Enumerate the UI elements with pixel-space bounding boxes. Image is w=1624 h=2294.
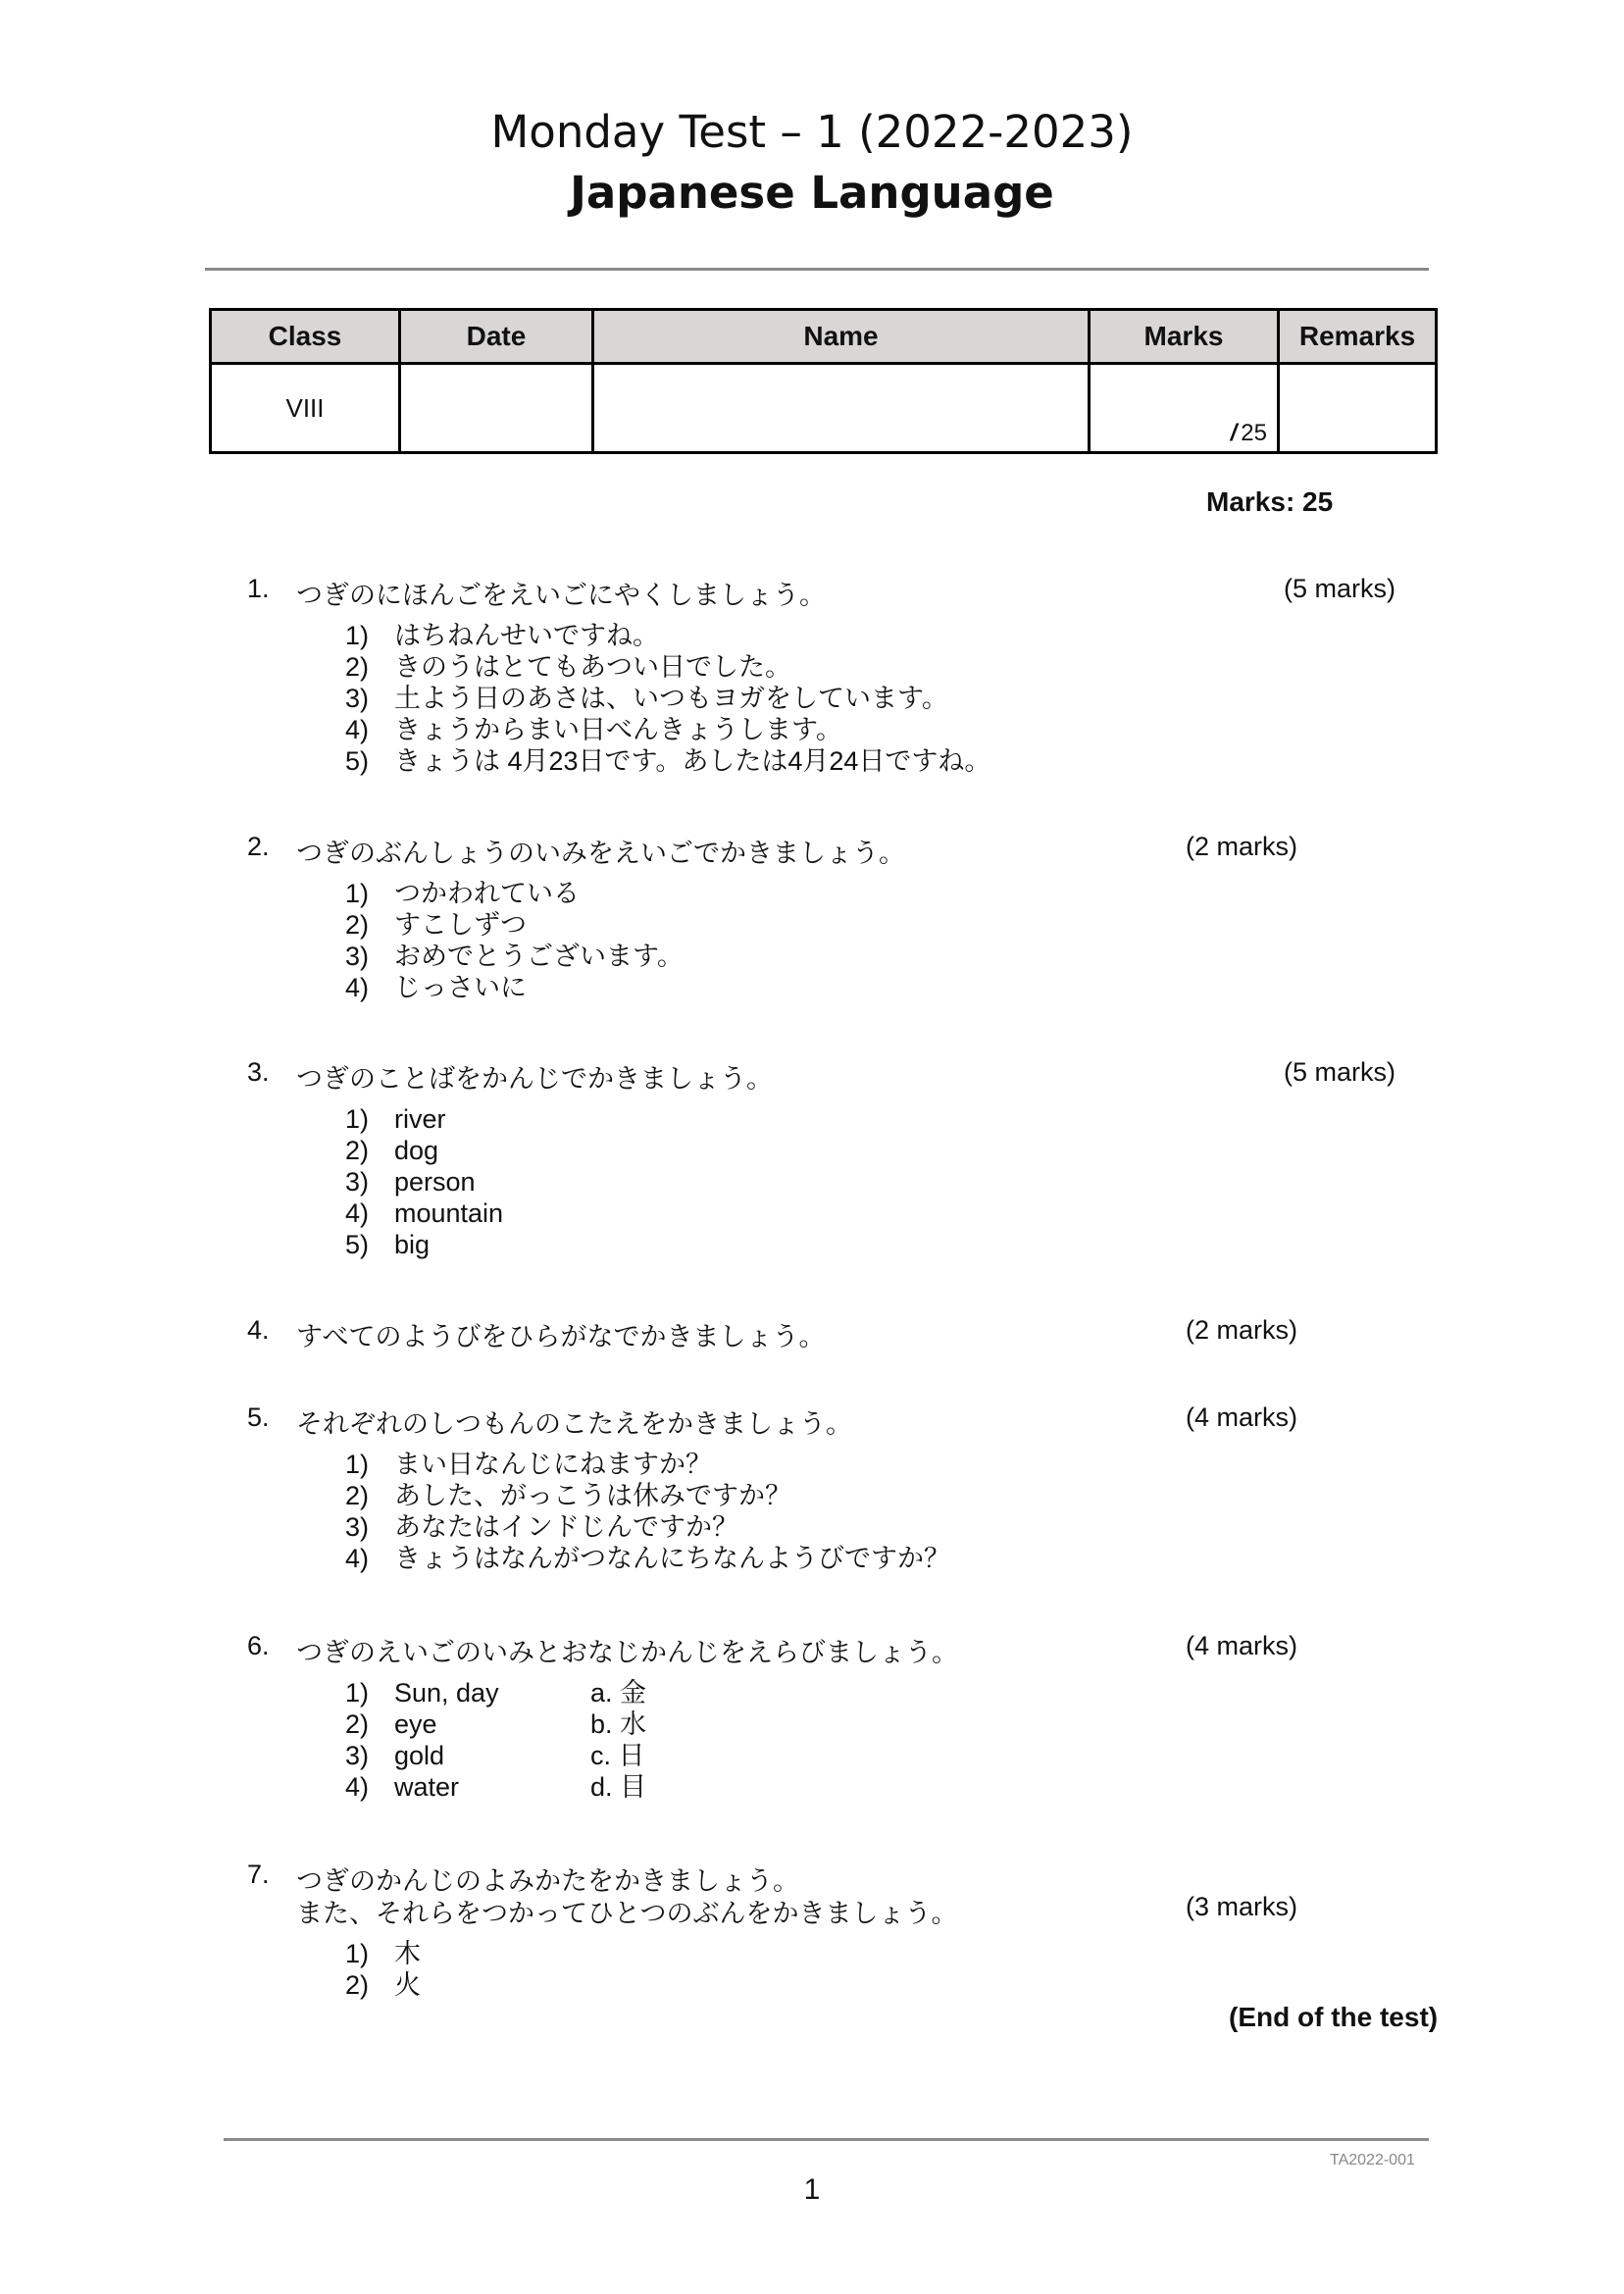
marks-out-of: / 25	[1230, 420, 1267, 446]
item-text: じっさいに	[394, 973, 527, 1002]
list-item	[345, 1198, 503, 1229]
marks-cell[interactable]	[1090, 364, 1279, 453]
item-text: つかわれている	[394, 879, 580, 908]
question-text: それぞれのしつもんのこたえをかきましょう。	[296, 1409, 852, 1439]
list-item	[345, 714, 990, 745]
list-item	[345, 1480, 950, 1511]
item-number: 3)	[345, 684, 370, 713]
item-text: あした、がっこうは休みですか？	[394, 1481, 791, 1510]
item-text: Sun, day	[394, 1678, 499, 1708]
list-item	[345, 1771, 647, 1803]
item-number: 1)	[345, 879, 370, 908]
header-remarks: Remarks	[1279, 310, 1437, 364]
header-marks: Marks	[1090, 310, 1279, 364]
question-3-marks: (5 marks)	[1284, 1057, 1396, 1087]
item-text: big	[394, 1230, 431, 1259]
item-number: 3)	[345, 1512, 370, 1542]
document-code: TA2022-001	[1330, 2152, 1415, 2168]
item-number: 2)	[345, 1481, 370, 1510]
question-number: 5.	[247, 1402, 270, 1432]
item-text: 木	[394, 1939, 421, 1968]
item-number: 1)	[345, 1678, 370, 1708]
question-text: つぎのぶんしょうのいみをえいごでかきましょう。	[296, 839, 905, 868]
list-item	[345, 1740, 645, 1771]
item-number: 2)	[345, 1136, 370, 1165]
item-text: water	[394, 1772, 460, 1802]
page-number: 1	[803, 2173, 821, 2206]
list-item	[345, 1449, 950, 1480]
total-marks: Marks: 25	[1206, 486, 1334, 517]
list-item	[345, 1511, 950, 1543]
item-text: eye	[394, 1709, 437, 1739]
item-number: 4)	[345, 1772, 370, 1802]
question-number: 1.	[247, 574, 270, 603]
student-info-table	[209, 308, 1438, 454]
question-number: 2.	[247, 832, 270, 861]
list-item	[345, 878, 684, 909]
question-2-items	[345, 878, 684, 1003]
item-number: 3)	[345, 942, 370, 971]
class-cell	[211, 364, 400, 453]
header-divider	[205, 268, 1429, 271]
list-item	[345, 1969, 421, 2001]
list-item	[345, 909, 684, 941]
item-text: すこしずつ	[394, 910, 527, 940]
item-option: a. 金	[590, 1678, 647, 1708]
name-cell[interactable]	[593, 364, 1090, 453]
info-value-row	[211, 364, 1437, 453]
item-text: まい日なんじにねますか？	[394, 1450, 712, 1479]
item-number: 4)	[345, 973, 370, 1002]
item-text: きのうはとてもあつい日でした。	[394, 652, 791, 682]
item-number: 4)	[345, 1544, 370, 1573]
item-option: d. 目	[590, 1772, 647, 1802]
question-6-marks: (4 marks)	[1186, 1631, 1297, 1660]
item-number: 4)	[345, 1198, 370, 1228]
question-6-items	[345, 1677, 647, 1803]
question-number: 3.	[247, 1057, 270, 1087]
header-class: Class	[211, 310, 400, 364]
item-number: 1)	[345, 1450, 370, 1479]
question-number: 4.	[247, 1315, 270, 1345]
item-text: person	[394, 1167, 476, 1197]
list-item	[345, 1166, 503, 1198]
item-number: 5)	[345, 746, 370, 776]
remarks-cell[interactable]	[1279, 364, 1437, 453]
info-header-row	[211, 310, 1437, 364]
list-item	[345, 620, 990, 651]
page-title: Monday Test – 1 (2022-2023)	[490, 106, 1134, 158]
marks-out-of-value: 25	[1241, 420, 1267, 446]
question-7-items	[345, 1938, 421, 2001]
list-item	[345, 1677, 647, 1708]
date-cell[interactable]	[400, 364, 593, 453]
item-number: 2)	[345, 1970, 370, 2000]
question-2-marks: (2 marks)	[1186, 832, 1297, 861]
item-number: 5)	[345, 1230, 370, 1259]
item-number: 4)	[345, 715, 370, 744]
list-item	[345, 972, 684, 1003]
item-number: 2)	[345, 910, 370, 940]
list-item	[345, 745, 990, 777]
item-text: 火	[394, 1970, 421, 2000]
list-item	[345, 1135, 503, 1166]
item-text: きょうからまい日べんきょうします。	[394, 715, 842, 744]
list-item	[345, 1103, 503, 1135]
item-text: river	[394, 1104, 446, 1134]
list-item	[345, 1708, 647, 1740]
item-text: 土よう日のあさは、いつもヨガをしています。	[394, 684, 948, 713]
question-3-items	[345, 1103, 503, 1260]
item-text: dog	[394, 1136, 439, 1165]
list-item	[345, 683, 990, 714]
question-7-marks: (3 marks)	[1186, 1892, 1297, 1921]
item-text: mountain	[394, 1198, 504, 1228]
question-text: つぎのかんじのよみかたをかきましょう。	[296, 1866, 799, 1896]
list-item	[345, 651, 990, 683]
header-date: Date	[400, 310, 593, 364]
item-option: b. 水	[590, 1709, 647, 1739]
page-subtitle: Japanese Language	[570, 167, 1054, 219]
question-text: つぎのにほんごをえいごにやくしましょう。	[296, 581, 826, 610]
question-text: つぎのことばをかんじでかきましょう。	[296, 1064, 773, 1094]
question-1-items	[345, 620, 990, 777]
list-item	[345, 1543, 950, 1574]
end-of-test-text: (End of the test)	[1229, 2002, 1439, 2032]
list-item	[345, 941, 684, 972]
item-text: きょうはなんがつなんにちなんようびですか？	[394, 1544, 950, 1573]
class-value: VIII	[285, 392, 325, 423]
footer-divider	[224, 2138, 1429, 2141]
question-text-2: また、それらをつかってひとつのぶんをかきましょう。	[296, 1899, 958, 1928]
question-text: すべてのようびをひらがなでかきましょう。	[296, 1322, 826, 1351]
item-option: c. 日	[590, 1741, 645, 1770]
question-number: 7.	[247, 1860, 270, 1889]
item-number: 1)	[345, 1939, 370, 1968]
question-5-items	[345, 1449, 950, 1574]
list-item	[345, 1229, 503, 1260]
question-5-marks: (4 marks)	[1186, 1402, 1297, 1432]
header-name: Name	[593, 310, 1090, 364]
list-item	[345, 1938, 421, 1969]
question-1-marks: (5 marks)	[1284, 574, 1396, 603]
question-text: つぎのえいごのいみとおなじかんじをえらびましょう。	[296, 1638, 958, 1667]
item-text: きょうは 4月23日です。あしたは4月24日ですね。	[394, 746, 991, 776]
item-text: おめでとうございます。	[394, 942, 684, 971]
item-text: はちねんせいですね。	[394, 621, 659, 650]
item-number: 2)	[345, 652, 370, 682]
item-text: あなたはインドじんですか？	[394, 1512, 738, 1542]
item-number: 1)	[345, 621, 370, 650]
item-number: 3)	[345, 1167, 370, 1197]
item-text: gold	[394, 1741, 445, 1770]
question-4-marks: (2 marks)	[1186, 1315, 1297, 1345]
question-number: 6.	[247, 1631, 270, 1660]
item-number: 2)	[345, 1709, 370, 1739]
item-number: 3)	[345, 1741, 370, 1770]
item-number: 1)	[345, 1104, 370, 1134]
